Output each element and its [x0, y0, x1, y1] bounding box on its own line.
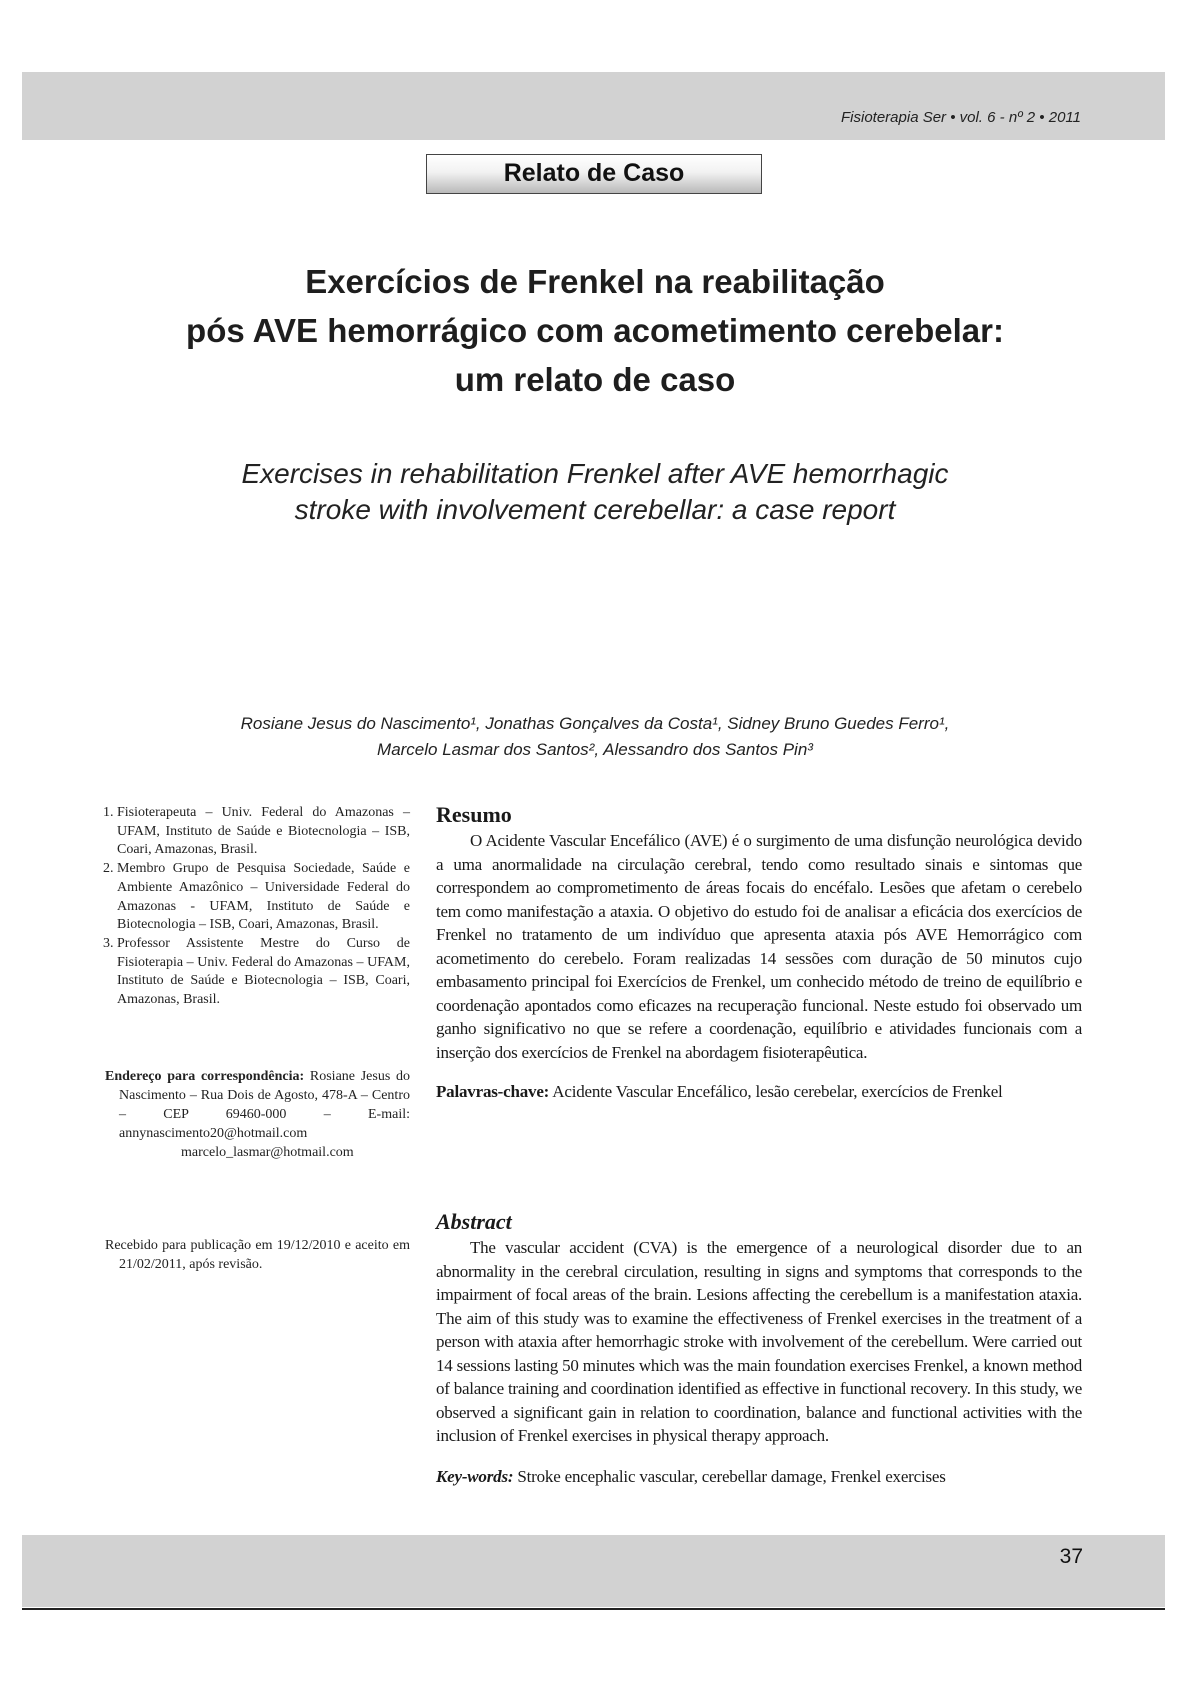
- abstract-keywords-text: Stroke encephalic vascular, cerebellar damage, Frenkel exercises: [517, 1466, 946, 1486]
- abstract-text: The vascular accident (CVA) is the emergence of a neurological disorder due to an abnormality in the cerebral circulation, resulting in signs and symptoms that corresponds to the impairment of focal areas of the brain. Lesions affecting the cerebellum is a manifestation ataxia. The aim of this study was to examine the effectiveness of Frenkel exercises in the treatment of a person with ataxia after hemorrhagic stroke with involvement of the cerebellum. Were carried out 14 sessions lasting 50 minutes which was the main foundation exercises Frenkel, a known method of balance training and coordination identified as effective in functional recovery. In this study, we observed a significant gain in relation to coordination, balance and functional activities with the inclusion of Frenkel exercises in physical therapy approach.: [436, 1238, 1082, 1445]
- abstract-heading: Abstract: [436, 1209, 512, 1234]
- affiliation-item: [103, 804, 410, 860]
- subtitle-line: Exercises in rehabilitation Frenkel after AVE hemorrhagic: [241, 458, 949, 489]
- affiliation-number: 1.: [103, 805, 114, 820]
- subtitle-line: stroke with involvement cerebellar: a case report: [294, 494, 896, 525]
- affiliation-number: 2.: [103, 861, 114, 877]
- footer-band: [22, 1535, 1165, 1607]
- header-band: [22, 72, 1165, 140]
- resumo-section: [436, 801, 1082, 1103]
- resumo-keywords-text: Acidente Vascular Encefálico, lesão cerebelar, exercícios de Frenkel: [552, 1082, 1003, 1101]
- authors-line: Marcelo Lasmar dos Santos², Alessandro dos Santos Pin³: [377, 740, 813, 759]
- correspondence-address: [105, 1067, 410, 1143]
- affiliation-item: [103, 935, 410, 1010]
- abstract-section: [436, 1208, 1082, 1488]
- section-label: Relato de Caso: [426, 154, 762, 194]
- affiliation-text: Fisioterapeuta – Univ. Federal do Amazonas – UFAM, Instituto de Saúde e Biotecnologia – ISB, Coari, Amazonas, Brasil.: [117, 805, 410, 858]
- correspondence-email-2: marcelo_lasmar@hotmail.com: [181, 1145, 354, 1160]
- correspondence-label: Endereço para correspondência:: [105, 1069, 305, 1084]
- received-note: Recebido para publicação em 19/12/2010 e aceito em 21/02/2011, após revisão.: [105, 1238, 410, 1272]
- article-subtitle: [60, 456, 1130, 528]
- resumo-heading: Resumo: [436, 802, 512, 827]
- resumo-text: O Acidente Vascular Encefálico (AVE) é o surgimento de uma disfunção neurológica devido a uma anormalidade na circulação cerebral, tendo como resultado sinais e sintomas que correspondem ao comprometimento de áreas focais do encéfalo. Lesões que afetam o cerebelo tem como manifestação a ataxia. O objetivo do estudo foi de analisar a eficácia dos exercícios de Frenkel no tratamento de um indivíduo que apresenta ataxia pós AVE Hemorrágico com acometimento do cerebelo. Foram realizadas 14 sessões com duração de 50 minutos cujo embasamento principal foi Exercícios de Frenkel, um conhecido método de treino de equilíbrio e coordenação apontados como eficazes na recuperação funcional. Neste estudo foi observado um ganho significativo no que se refere a coordenação, equilíbrio e atividades funcionais com a inserção dos exercícios de Frenkel na abordagem fisioterapêutica.: [436, 831, 1082, 1062]
- affiliation-number: 3.: [103, 935, 114, 951]
- journal-citation: Fisioterapia Ser • vol. 6 - nº 2 • 2011: [841, 109, 1081, 126]
- affiliation-text: Membro Grupo de Pesquisa Sociedade, Saúde e Ambiente Amazônico – Universidade Federal do Amazonas - UFAM, Instituto de Saúde e Biotecnologia – ISB, Coari, Amazonas, Brasil.: [117, 861, 410, 933]
- affiliation-item: [103, 860, 410, 935]
- footer-rule: [22, 1608, 1165, 1610]
- author-list: [60, 711, 1130, 763]
- article-title: [60, 257, 1130, 404]
- correspondence: [105, 1067, 410, 1162]
- title-line: um relato de caso: [454, 361, 736, 398]
- title-line: Exercícios de Frenkel na reabilitação: [305, 263, 885, 300]
- abstract-keywords: [436, 1465, 1082, 1488]
- title-line: pós AVE hemorrágico com acometimento cerebelar:: [186, 312, 1004, 349]
- page-number: 37: [1059, 1545, 1083, 1568]
- authors-line: Rosiane Jesus do Nascimento¹, Jonathas Gonçalves da Costa¹, Sidney Bruno Guedes Ferro¹,: [240, 714, 950, 733]
- resumo-keywords-label: Palavras-chave:: [436, 1082, 550, 1101]
- resumo-keywords: [436, 1080, 1082, 1103]
- affiliation-text: Professor Assistente Mestre do Curso de Fisioterapia – Univ. Federal do Amazonas – UFAM, Instituto de Saúde e Biotecnologia – ISB, Coari, Amazonas, Brasil.: [117, 935, 410, 1008]
- affiliations: [103, 804, 410, 1010]
- abstract-keywords-label: Key-words:: [436, 1466, 514, 1486]
- correspondence-text: Rosiane Jesus do Nascimento – Rua Dois de Agosto, 478-A – Centro – CEP 69460-000 – E-mail: annynascimento20@hotmail.com: [119, 1069, 411, 1141]
